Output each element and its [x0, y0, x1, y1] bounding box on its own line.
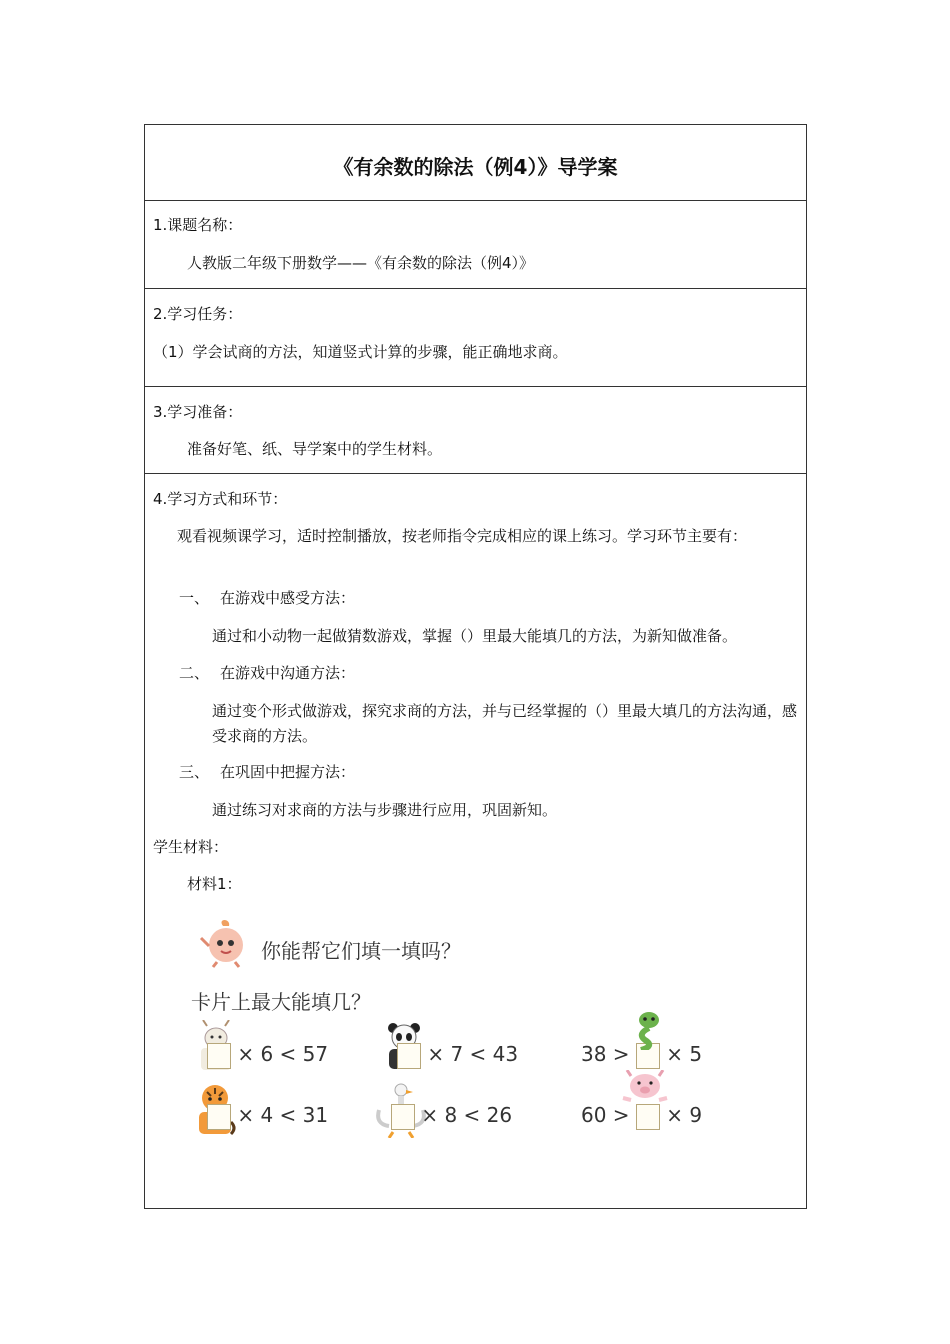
material-1-prompt: 你能帮它们填一填吗？: [261, 939, 461, 963]
section-preparation-heading: 3.学习准备：: [153, 403, 243, 421]
material-1-question: 卡片上最大能填几？: [191, 990, 371, 1014]
section-topic: [145, 201, 806, 289]
exercise-4: [207, 1103, 328, 1130]
exercise-5-expression: × 8 < 26: [421, 1103, 513, 1127]
section-topic-heading: 1.课题名称：: [153, 216, 243, 234]
answer-card[interactable]: [207, 1043, 231, 1069]
exercise-2: [397, 1042, 518, 1069]
step-2-title: 在游戏中沟通方法：: [220, 664, 356, 682]
step-3-title: 在巩固中把握方法：: [220, 763, 356, 781]
exercise-3-prefix: 38 >: [581, 1042, 630, 1066]
section-method-intro: 观看视频课学习，适时控制播放，按老师指令完成相应的课上练习。学习环节主要有：: [177, 527, 748, 545]
step-3-number: 三、: [179, 763, 210, 781]
step-2-number: 二、: [179, 664, 210, 682]
exercise-1: [207, 1042, 328, 1069]
exercise-1-expression: × 6 < 57: [237, 1042, 329, 1066]
snake-icon: [631, 1010, 667, 1050]
exercise-6-prefix: 60 >: [581, 1103, 630, 1127]
section-topic-content: 人教版二年级下册数学——《有余数的除法（例4）》: [187, 254, 535, 272]
materials-label: 学生材料：: [153, 838, 229, 856]
answer-card[interactable]: [207, 1104, 231, 1130]
section-method-heading: 4.学习方式和环节：: [153, 490, 288, 508]
exercise-2-expression: × 7 < 43: [427, 1042, 519, 1066]
exercise-4-expression: × 4 < 31: [237, 1103, 329, 1127]
exercise-5: [391, 1103, 512, 1130]
step-3-desc: 通过练习对求商的方法与步骤进行应用，巩固新知。: [212, 801, 558, 819]
section-task-heading: 2.学习任务：: [153, 305, 243, 323]
exercise-6-expression: × 9: [666, 1103, 703, 1127]
step-1-desc: 通过和小动物一起做猜数游戏，掌握（）里最大能填几的方法，为新知做准备。: [212, 627, 738, 645]
section-preparation-content: 准备好笔、纸、导学案中的学生材料。: [187, 440, 443, 458]
pig-icon: [621, 1070, 669, 1110]
answer-card[interactable]: [391, 1104, 415, 1130]
material-1-figure: [185, 914, 765, 1154]
section-method: [145, 474, 806, 1208]
material-1-label: 材料1：: [187, 875, 242, 893]
page-title: 《有余数的除法（例4）》导学案: [333, 155, 618, 179]
answer-card[interactable]: [397, 1043, 421, 1069]
section-task: [145, 289, 806, 387]
step-1-number: 一、: [179, 589, 210, 607]
step-2-desc: 通过变个形式做游戏，探究求商的方法，并与已经掌握的（）里最大填几的方法沟通，感受求商的方法。: [212, 702, 798, 745]
exercise-3-expression: × 5: [666, 1042, 703, 1066]
section-preparation: [145, 387, 806, 474]
mascot-icon: [199, 918, 251, 968]
title-row: [145, 125, 806, 201]
guide-table: [144, 124, 807, 1209]
step-1-title: 在游戏中感受方法：: [220, 589, 356, 607]
section-task-content: （1）学会试商的方法，知道竖式计算的步骤，能正确地求商。: [153, 343, 568, 361]
